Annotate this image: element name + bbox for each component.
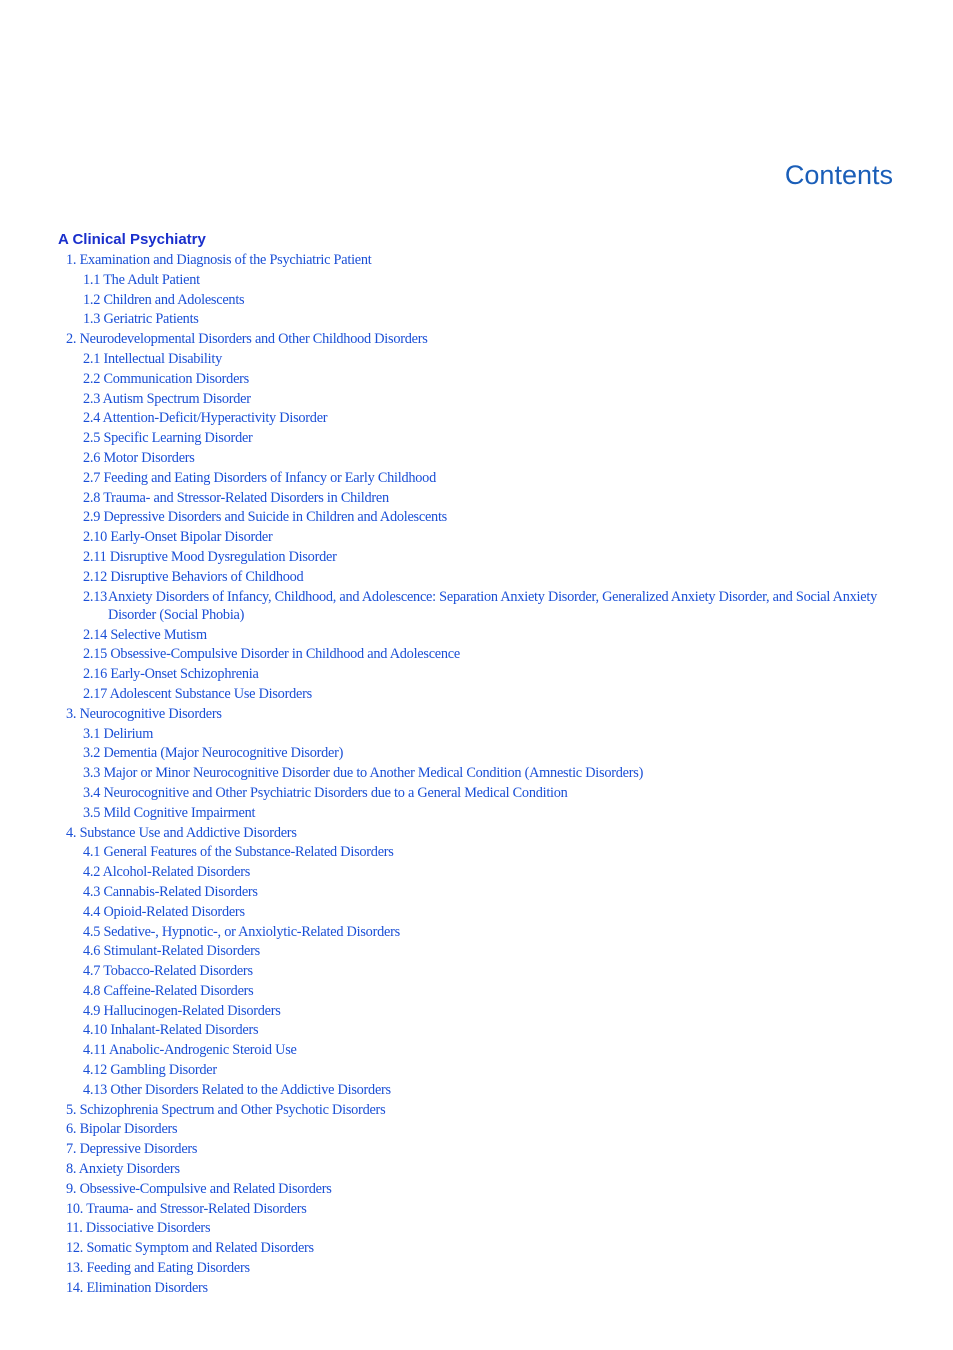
toc-entry-title: Motor Disorders (103, 449, 195, 466)
toc-subchapter-link[interactable] (58, 764, 888, 784)
toc-entry-number: 10. (66, 1200, 84, 1217)
toc-chapter-link[interactable] (58, 1279, 888, 1299)
toc-entry-number: 3.2 (83, 745, 101, 762)
toc-entry-number: 4.2 (83, 864, 101, 881)
toc-entry-title: Caffeine-Related Disorders (103, 982, 254, 999)
toc-subchapter-link[interactable] (58, 310, 888, 330)
toc-subchapter-link[interactable] (58, 804, 888, 824)
toc-entry-title: Early-Onset Bipolar Disorder (110, 529, 273, 546)
toc-entry-number: 11. (66, 1220, 83, 1237)
toc-subchapter-link[interactable] (58, 1002, 888, 1022)
toc-entry-title: Anxiety Disorders of Infancy, Childhood, and Adolescence: Separation Anxiety Disorder, Generalized Anxiety Disorder, and Social Anxiety Disorder (Social Phobia) (108, 588, 877, 623)
toc-entry-number: 9. (66, 1180, 77, 1197)
toc-entry-number: 1.2 (83, 291, 101, 308)
toc-subchapter-link[interactable] (58, 508, 888, 528)
toc-entry-title: Adolescent Substance Use Disorders (109, 685, 312, 702)
toc-entry-number: 12. (66, 1240, 84, 1257)
toc-entry-title: Bipolar Disorders (79, 1121, 178, 1138)
toc-entry-title: Depressive Disorders and Suicide in Children and Adolescents (103, 509, 447, 526)
toc-subchapter-link[interactable] (58, 1061, 888, 1081)
toc-subchapter-link[interactable] (58, 923, 888, 943)
toc-entry-number: 6. (66, 1121, 77, 1138)
toc-subchapter-link[interactable] (58, 449, 888, 469)
toc-subchapter-link[interactable] (58, 370, 888, 390)
toc-entry-number: 2.14 (83, 626, 108, 643)
toc-entry-number: 2.17 (83, 685, 108, 702)
toc-entry-title: Inhalant-Related Disorders (110, 1022, 259, 1039)
toc-entry-number: 8. (66, 1161, 77, 1178)
toc-entry-number: 2.4 (83, 410, 101, 427)
toc-entry-title: Mild Cognitive Impairment (103, 804, 256, 821)
toc-subchapter-link[interactable] (58, 469, 888, 489)
toc-entry-number: 4.3 (83, 883, 101, 900)
toc-chapter-link[interactable] (58, 1219, 888, 1239)
toc-entry-number: 14. (66, 1279, 84, 1296)
toc-entry-number: 2.10 (83, 529, 108, 546)
toc-entry-number: 3.5 (83, 804, 101, 821)
toc-entry-title: Trauma- and Stressor-Related Disorders (86, 1200, 307, 1217)
toc-entry-number: 4.6 (83, 943, 101, 960)
toc-entry-number: 4.8 (83, 982, 101, 999)
toc-entry-title: Selective Mutism (110, 626, 207, 643)
toc-entry-number: 4.7 (83, 963, 101, 980)
toc-entry-title: Major or Minor Neurocognitive Disorder due to Another Medical Condition (Amnestic Disorders) (103, 765, 644, 782)
table-of-contents (58, 230, 888, 1299)
toc-subchapter-link[interactable] (58, 962, 888, 982)
toc-entry-title: Sedative-, Hypnotic-, or Anxiolytic-Related Disorders (103, 923, 400, 940)
toc-entry-number: 2.15 (83, 646, 108, 663)
toc-entry-title: Neurodevelopmental Disorders and Other Childhood Disorders (79, 331, 428, 348)
toc-entry-title: Anabolic-Androgenic Steroid Use (109, 1042, 297, 1059)
toc-entry-title: Obsessive-Compulsive and Related Disorders (79, 1180, 332, 1197)
toc-entry-number: 2.5 (83, 430, 101, 447)
toc-subchapter-link[interactable] (58, 883, 888, 903)
toc-entry-number: 2.9 (83, 509, 101, 526)
toc-entry-number: 13. (66, 1260, 84, 1277)
toc-subchapter-link[interactable] (58, 409, 888, 429)
toc-entry-number: 1.1 (83, 271, 101, 288)
toc-entry-title: Elimination Disorders (86, 1279, 208, 1296)
toc-chapter-link[interactable] (58, 251, 888, 271)
toc-entry-title: Geriatric Patients (103, 311, 199, 328)
toc-entry-number: 2.12 (83, 568, 108, 585)
toc-entry-title: Feeding and Eating Disorders (86, 1260, 250, 1277)
toc-list (58, 251, 888, 1299)
toc-subchapter-link[interactable] (58, 271, 888, 291)
toc-entry-number: 4.4 (83, 903, 101, 920)
toc-entry-number: 3.1 (83, 725, 101, 742)
toc-subchapter-link[interactable] (58, 350, 888, 370)
toc-subchapter-link[interactable] (58, 390, 888, 410)
toc-entry-number: 4.9 (83, 1002, 101, 1019)
toc-subchapter-link[interactable] (58, 429, 888, 449)
toc-subchapter-link[interactable] (58, 1041, 888, 1061)
toc-entry-title: Disruptive Behaviors of Childhood (110, 568, 304, 585)
toc-entry-title: Schizophrenia Spectrum and Other Psychotic Disorders (79, 1101, 386, 1118)
toc-chapter-link[interactable] (58, 824, 888, 844)
toc-entry-number: 4.1 (83, 844, 101, 861)
section-heading[interactable]: A Clinical Psychiatry (58, 231, 206, 248)
toc-entry-number: 4.11 (83, 1042, 107, 1059)
toc-subchapter-link[interactable] (58, 665, 888, 685)
toc-subchapter-link[interactable] (58, 645, 888, 665)
toc-entry-title: Neurocognitive and Other Psychiatric Disorders due to a General Medical Condition (103, 784, 568, 801)
toc-entry-title: Communication Disorders (103, 370, 249, 387)
toc-chapter-link[interactable] (58, 1180, 888, 1200)
toc-entry-title: The Adult Patient (103, 271, 200, 288)
toc-entry-title: Autism Spectrum Disorder (102, 390, 251, 407)
toc-entry-title: Children and Adolescents (103, 291, 245, 308)
toc-entry-number: 2.11 (83, 548, 107, 565)
toc-entry-title: Examination and Diagnosis of the Psychiatric Patient (79, 252, 372, 268)
toc-entry-number: 2.13 (83, 588, 108, 605)
toc-entry-title: Feeding and Eating Disorders of Infancy or Early Childhood (103, 469, 436, 486)
toc-entry-number: 3.4 (83, 784, 101, 801)
toc-entry-title: Trauma- and Stressor-Related Disorders in Children (103, 489, 389, 506)
toc-chapter-link[interactable] (58, 705, 888, 725)
toc-entry-title: Alcohol-Related Disorders (102, 864, 251, 881)
toc-entry-title: Stimulant-Related Disorders (103, 943, 260, 960)
toc-subchapter-link[interactable] (58, 568, 888, 588)
toc-entry-number: 1.3 (83, 311, 101, 328)
toc-entry-title: Obsessive-Compulsive Disorder in Childhood and Adolescence (110, 646, 460, 663)
toc-entry-title: Depressive Disorders (79, 1141, 198, 1158)
toc-entry-number: 7. (66, 1141, 77, 1158)
toc-entry-number: 3.3 (83, 765, 101, 782)
toc-subchapter-link[interactable] (58, 291, 888, 311)
page-title: Contents (784, 160, 893, 190)
toc-entry-number: 2.8 (83, 489, 101, 506)
toc-subchapter-link[interactable] (58, 489, 888, 509)
toc-entry-title: Attention-Deficit/Hyperactivity Disorder (102, 410, 328, 427)
toc-entry-title: Somatic Symptom and Related Disorders (86, 1240, 314, 1257)
toc-subchapter-link[interactable] (58, 843, 888, 863)
toc-chapter-link[interactable] (58, 1101, 888, 1121)
toc-entry-number: 2. (66, 331, 77, 348)
toc-subchapter-link[interactable] (58, 863, 888, 883)
toc-entry-number: 2.16 (83, 666, 108, 683)
toc-entry-title: Tobacco-Related Disorders (103, 963, 253, 980)
toc-chapter-link[interactable] (58, 1239, 888, 1259)
toc-entry-title: Intellectual Disability (103, 350, 222, 367)
toc-chapter-link[interactable] (58, 1120, 888, 1140)
toc-entry-number: 2.2 (83, 370, 101, 387)
toc-entry-title: General Features of the Substance-Related Disorders (103, 844, 394, 861)
toc-entry-number: 4.5 (83, 923, 101, 940)
toc-entry-title: Dissociative Disorders (85, 1220, 211, 1237)
toc-entry-title: Gambling Disorder (110, 1062, 217, 1079)
toc-entry-number: 2.3 (83, 390, 101, 407)
toc-entry-title: Disruptive Mood Dysregulation Disorder (109, 548, 337, 565)
toc-entry-number: 4.13 (83, 1081, 108, 1098)
toc-chapter-link[interactable] (58, 1140, 888, 1160)
toc-subchapter-link[interactable] (58, 685, 888, 705)
toc-entry-title: Substance Use and Addictive Disorders (79, 824, 297, 841)
toc-entry-number: 3. (66, 705, 77, 722)
toc-entry-number: 4.12 (83, 1062, 108, 1079)
toc-entry-title: Neurocognitive Disorders (79, 705, 222, 722)
toc-entry-number: 4.10 (83, 1022, 108, 1039)
toc-subchapter-link[interactable] (58, 1021, 888, 1041)
toc-chapter-link[interactable] (58, 330, 888, 350)
toc-entry-title: Other Disorders Related to the Addictive Disorders (110, 1081, 391, 1098)
toc-entry-title: Early-Onset Schizophrenia (110, 666, 259, 683)
toc-subchapter-link[interactable] (58, 982, 888, 1002)
toc-entry-number: 2.1 (83, 350, 101, 367)
toc-subchapter-link[interactable] (58, 744, 888, 764)
toc-chapter-link[interactable] (58, 1160, 888, 1180)
toc-subchapter-link[interactable] (58, 528, 888, 548)
toc-subchapter-link[interactable] (58, 548, 888, 568)
toc-entry-title: Cannabis-Related Disorders (103, 883, 258, 900)
toc-subchapter-link[interactable] (58, 1081, 888, 1101)
toc-subchapter-link[interactable] (58, 626, 888, 646)
toc-subchapter-link[interactable] (58, 725, 888, 745)
toc-chapter-link[interactable] (58, 1200, 888, 1220)
toc-entry-title: Anxiety Disorders (78, 1161, 180, 1178)
toc-entry-number: 2.6 (83, 449, 101, 466)
toc-entry-title: Hallucinogen-Related Disorders (103, 1002, 281, 1019)
toc-entry-title: Opioid-Related Disorders (103, 903, 245, 920)
toc-subchapter-link[interactable] (58, 784, 888, 804)
toc-entry-number: 4. (66, 824, 77, 841)
toc-entry-number: 1. (66, 252, 77, 268)
toc-subchapter-link[interactable] (58, 588, 888, 626)
toc-chapter-link[interactable] (58, 1259, 888, 1279)
toc-entry-title: Specific Learning Disorder (103, 430, 253, 447)
toc-subchapter-link[interactable] (58, 942, 888, 962)
toc-entry-title: Delirium (103, 725, 154, 742)
toc-entry-number: 2.7 (83, 469, 101, 486)
toc-entry-number: 5. (66, 1101, 77, 1118)
toc-entry-title: Dementia (Major Neurocognitive Disorder) (103, 745, 344, 762)
toc-subchapter-link[interactable] (58, 903, 888, 923)
